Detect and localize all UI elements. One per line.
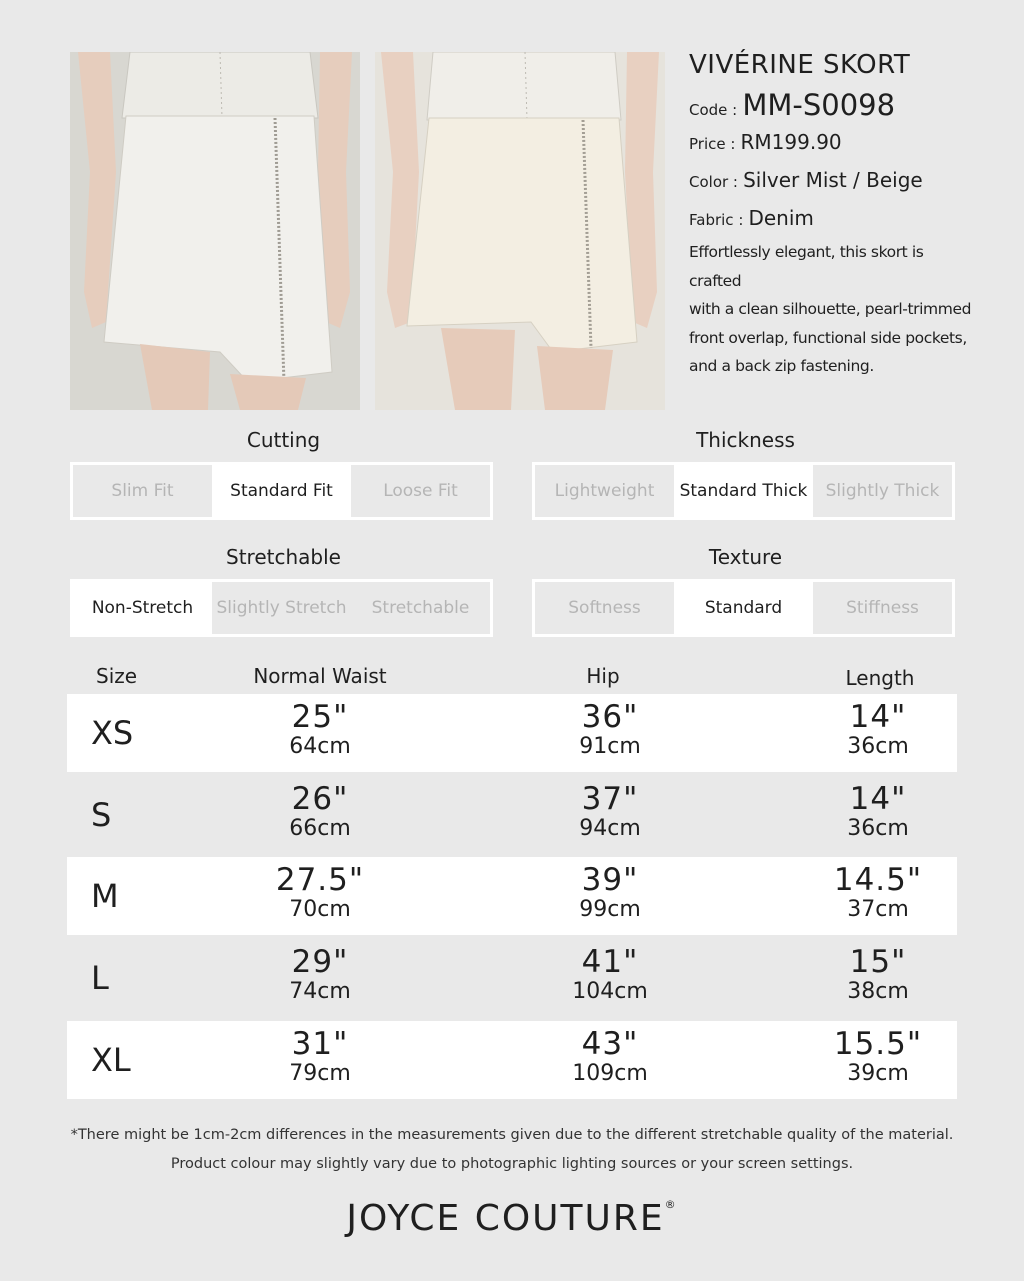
waist-inch: 29": [291, 944, 349, 980]
product-photo-beige: [375, 52, 665, 410]
thickness-scale: [532, 462, 955, 520]
hip-cell: [530, 700, 690, 760]
product-photo-front: [70, 52, 360, 410]
product-code: MM-S0098: [742, 88, 896, 122]
size-label: XS: [91, 714, 134, 752]
length-cm: 37cm: [847, 897, 909, 922]
hip-cell: [530, 863, 690, 923]
waist-cm: 66cm: [289, 816, 351, 841]
texture-option: Softness: [535, 582, 674, 634]
code-label: Code :: [689, 101, 738, 119]
hip-cm: 99cm: [579, 897, 641, 922]
waist-cell: [240, 1027, 400, 1087]
cutting-scale: [70, 462, 493, 520]
thickness-option: Slightly Thick: [813, 465, 952, 517]
product-info: [689, 50, 979, 381]
size-row-s: [67, 776, 957, 854]
price-label: Price :: [689, 135, 736, 153]
waist-cm: 79cm: [289, 1061, 351, 1086]
product-color: Silver Mist / Beige: [743, 168, 923, 192]
length-inch: 15.5": [833, 1026, 923, 1062]
waist-inch: 25": [291, 699, 349, 735]
hip-cm: 104cm: [572, 979, 648, 1004]
waist-header: Normal Waist: [253, 664, 387, 688]
description-line: with a clean silhouette, pearl-trimmed: [689, 300, 972, 318]
length-inch: 15": [849, 944, 907, 980]
hip-inch: 36": [581, 699, 639, 735]
thickness-option: Lightweight: [535, 465, 674, 517]
length-cm: 39cm: [847, 1061, 909, 1086]
stretchable-title: Stretchable: [226, 545, 341, 569]
brand-name: JOYCE COUTURE: [346, 1198, 665, 1239]
waist-cell: [240, 863, 400, 923]
texture-scale: [532, 579, 955, 637]
colour-note: Product colour may slightly vary due to photographic lighting sources or your screen settings.: [170, 1156, 854, 1172]
hip-cell: [530, 1027, 690, 1087]
length-cm: 36cm: [847, 734, 909, 759]
product-color-row: [689, 168, 979, 192]
waist-cm: 64cm: [289, 734, 351, 759]
hip-cm: 91cm: [579, 734, 641, 759]
brand-logo: [0, 1198, 1024, 1239]
length-cell: [798, 863, 958, 923]
product-price-row: [689, 130, 979, 154]
product-title: VIVÉRINE SKORT: [689, 50, 911, 80]
measurement-note: *There might be 1cm-2cm differences in the measurements given due to the different stretchable quality of the material.: [70, 1127, 954, 1143]
hip-inch: 41": [581, 944, 639, 980]
length-cm: 36cm: [847, 816, 909, 841]
hip-cm: 109cm: [572, 1061, 648, 1086]
hip-inch: 39": [581, 862, 639, 898]
length-cell: [798, 945, 958, 1005]
waist-cell: [240, 945, 400, 1005]
hip-cell: [530, 945, 690, 1005]
fabric-label: Fabric :: [689, 211, 744, 229]
length-inch: 14": [849, 781, 907, 817]
length-inch: 14.5": [833, 862, 923, 898]
size-header: Size: [96, 664, 138, 688]
waist-cell: [240, 700, 400, 760]
hip-cell: [530, 782, 690, 842]
hip-inch: 37": [581, 781, 639, 817]
thickness-title: Thickness: [696, 428, 795, 452]
product-price: RM199.90: [740, 130, 842, 154]
waist-inch: 26": [291, 781, 349, 817]
hip-cm: 94cm: [579, 816, 641, 841]
stretchable-option: Slightly Stretch: [212, 582, 351, 634]
size-label: S: [91, 796, 112, 834]
length-cell: [798, 700, 958, 760]
waist-inch: 27.5": [275, 862, 365, 898]
texture-option-selected: Standard: [674, 582, 813, 634]
size-label: L: [91, 959, 109, 997]
product-description: [689, 238, 979, 381]
length-cell: [798, 782, 958, 842]
waist-cell: [240, 782, 400, 842]
waist-cm: 74cm: [289, 979, 351, 1004]
registered-mark: ®: [664, 1198, 678, 1211]
waist-cm: 70cm: [289, 897, 351, 922]
description-line: front overlap, functional side pockets,: [689, 328, 967, 347]
product-fabric: Denim: [748, 206, 814, 230]
stretchable-option: Stretchable: [351, 582, 490, 634]
hip-header: Hip: [586, 664, 620, 688]
size-label: M: [91, 877, 119, 915]
thickness-option-selected: Standard Thick: [674, 465, 813, 517]
length-cm: 38cm: [847, 979, 909, 1004]
cutting-option: Slim Fit: [73, 465, 212, 517]
stretchable-scale: [70, 579, 493, 637]
length-cell: [798, 1027, 958, 1087]
stretchable-option-selected: Non-Stretch: [73, 582, 212, 634]
size-row-m: [67, 857, 957, 935]
cutting-title: Cutting: [246, 428, 321, 452]
description-line: and a back zip fastening.: [689, 357, 874, 375]
product-fabric-row: [689, 206, 979, 230]
size-row-xl: [67, 1021, 957, 1099]
size-row-xs: [67, 694, 957, 772]
cutting-option-selected: Standard Fit: [212, 465, 351, 517]
waist-inch: 31": [291, 1026, 349, 1062]
length-inch: 14": [849, 699, 907, 735]
texture-title: Texture: [708, 545, 783, 569]
color-label: Color :: [689, 173, 738, 191]
length-header: Length: [845, 666, 915, 690]
texture-option: Stiffness: [813, 582, 952, 634]
hip-inch: 43": [581, 1026, 639, 1062]
cutting-option: Loose Fit: [351, 465, 490, 517]
size-label: XL: [91, 1041, 131, 1079]
size-row-l: [67, 939, 957, 1017]
product-code-row: [689, 88, 979, 122]
description-line: Effortlessly elegant, this skort is crafted: [689, 243, 924, 290]
